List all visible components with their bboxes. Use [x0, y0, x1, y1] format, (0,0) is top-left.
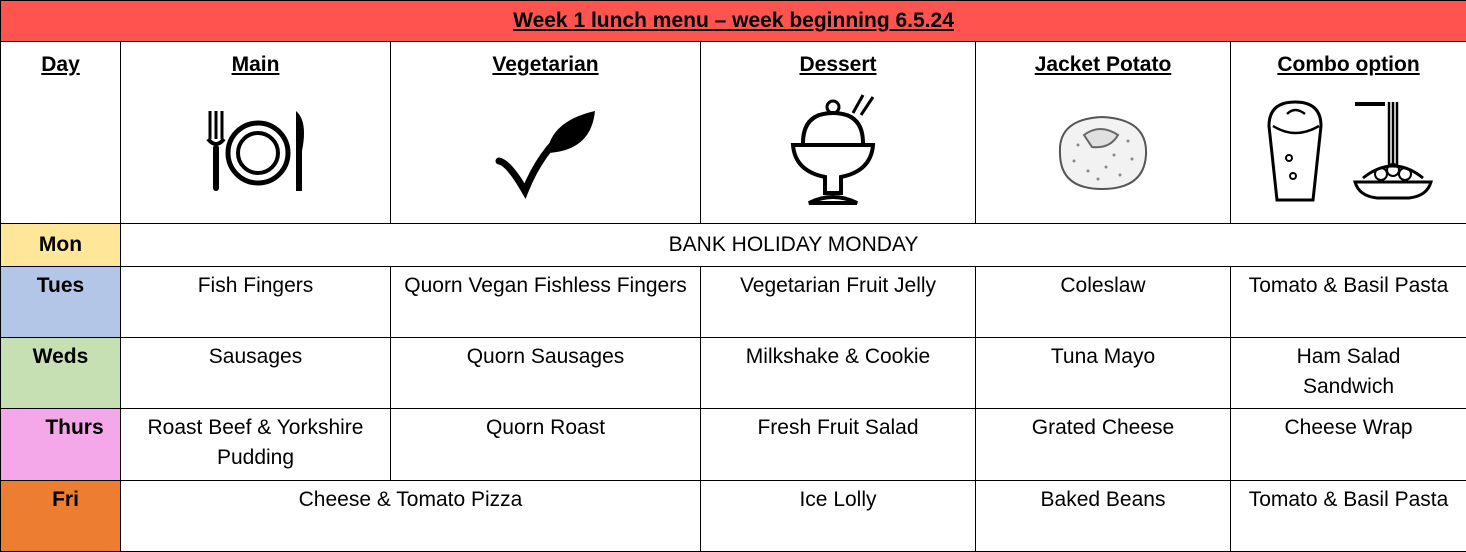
header-vegetarian	[391, 42, 701, 224]
tues-combo	[1231, 266, 1466, 337]
header-main	[121, 42, 391, 224]
thurs-main	[121, 409, 391, 480]
weds-dessert-text: Milkshake & Cookie	[745, 345, 931, 369]
row-thurs	[1, 409, 1466, 480]
weds-combo	[1231, 338, 1466, 409]
day-mon: Mon	[1, 223, 121, 266]
header-jacket-potato-label: Jacket Potato	[1034, 53, 1172, 77]
plate-cutlery-icon	[196, 101, 316, 201]
fri-jacket-potato-text: Baked Beans	[1040, 487, 1166, 511]
header-combo	[1231, 42, 1466, 224]
leaf-check-icon	[491, 101, 601, 201]
header-main-label: Main	[231, 53, 280, 77]
fri-dessert	[701, 480, 976, 551]
fri-combo-text: Tomato & Basil Pasta	[1248, 487, 1449, 511]
row-mon	[1, 223, 1466, 266]
weds-vegetarian	[391, 338, 701, 409]
tues-dessert	[701, 266, 976, 337]
thurs-main-text: Roast Beef & Yorkshire Pudding	[147, 416, 364, 470]
weds-main-text: Sausages	[208, 345, 303, 369]
day-tues: Tues	[1, 266, 121, 337]
tues-combo-text: Tomato & Basil Pasta	[1248, 273, 1449, 297]
thurs-jacket-potato-text: Grated Cheese	[1031, 416, 1175, 440]
tues-main-text: Fish Fingers	[197, 273, 314, 297]
thurs-dessert-text: Fresh Fruit Salad	[757, 416, 919, 440]
weds-combo-text: Ham Salad Sandwich	[1296, 345, 1401, 399]
header-vegetarian-label: Vegetarian	[492, 53, 599, 77]
weds-main	[121, 338, 391, 409]
header-combo-label: Combo option	[1277, 53, 1420, 77]
weds-jacket-potato	[976, 338, 1231, 409]
tues-vegetarian	[391, 266, 701, 337]
tues-jacket-potato-text: Coleslaw	[1060, 273, 1146, 297]
day-thurs: Thurs	[1, 409, 121, 480]
weds-vegetarian-text: Quorn Sausages	[466, 345, 625, 369]
day-fri: Fri	[1, 480, 121, 551]
row-weds	[1, 338, 1466, 409]
tues-vegetarian-text: Quorn Vegan Fishless Fingers	[404, 273, 687, 297]
title-row	[1, 1, 1466, 42]
day-weds: Weds	[1, 338, 121, 409]
header-day	[1, 42, 121, 224]
thurs-combo	[1231, 409, 1466, 480]
thurs-dessert	[701, 409, 976, 480]
header-day-label: Day	[41, 53, 80, 77]
header-jacket-potato	[976, 42, 1231, 224]
tues-jacket-potato	[976, 266, 1231, 337]
header-dessert-label: Dessert	[799, 53, 877, 77]
thurs-vegetarian-text: Quorn Roast	[485, 416, 606, 440]
weds-jacket-potato-text: Tuna Mayo	[1050, 345, 1156, 369]
thurs-jacket-potato	[976, 409, 1231, 480]
weds-dessert	[701, 338, 976, 409]
sundae-icon	[783, 91, 893, 211]
mon-note: BANK HOLIDAY MONDAY	[121, 223, 1466, 266]
fri-jacket-potato	[976, 480, 1231, 551]
row-tues	[1, 266, 1466, 337]
menu-title: Week 1 lunch menu – week beginning 6.5.24	[1, 1, 1466, 42]
fri-dessert-text: Ice Lolly	[799, 487, 877, 511]
fri-main-vegetarian-text: Cheese & Tomato Pizza	[298, 487, 523, 511]
header-row	[1, 42, 1466, 224]
thurs-combo-text: Cheese Wrap	[1284, 416, 1413, 440]
thurs-vegetarian	[391, 409, 701, 480]
jacket-potato-icon	[1048, 101, 1158, 201]
fri-main-vegetarian	[121, 480, 701, 551]
fri-combo	[1231, 480, 1466, 551]
tues-main	[121, 266, 391, 337]
wrap-pasta-icon	[1259, 96, 1439, 206]
tues-dessert-text: Vegetarian Fruit Jelly	[739, 273, 937, 297]
header-dessert	[701, 42, 976, 224]
row-fri	[1, 480, 1466, 551]
